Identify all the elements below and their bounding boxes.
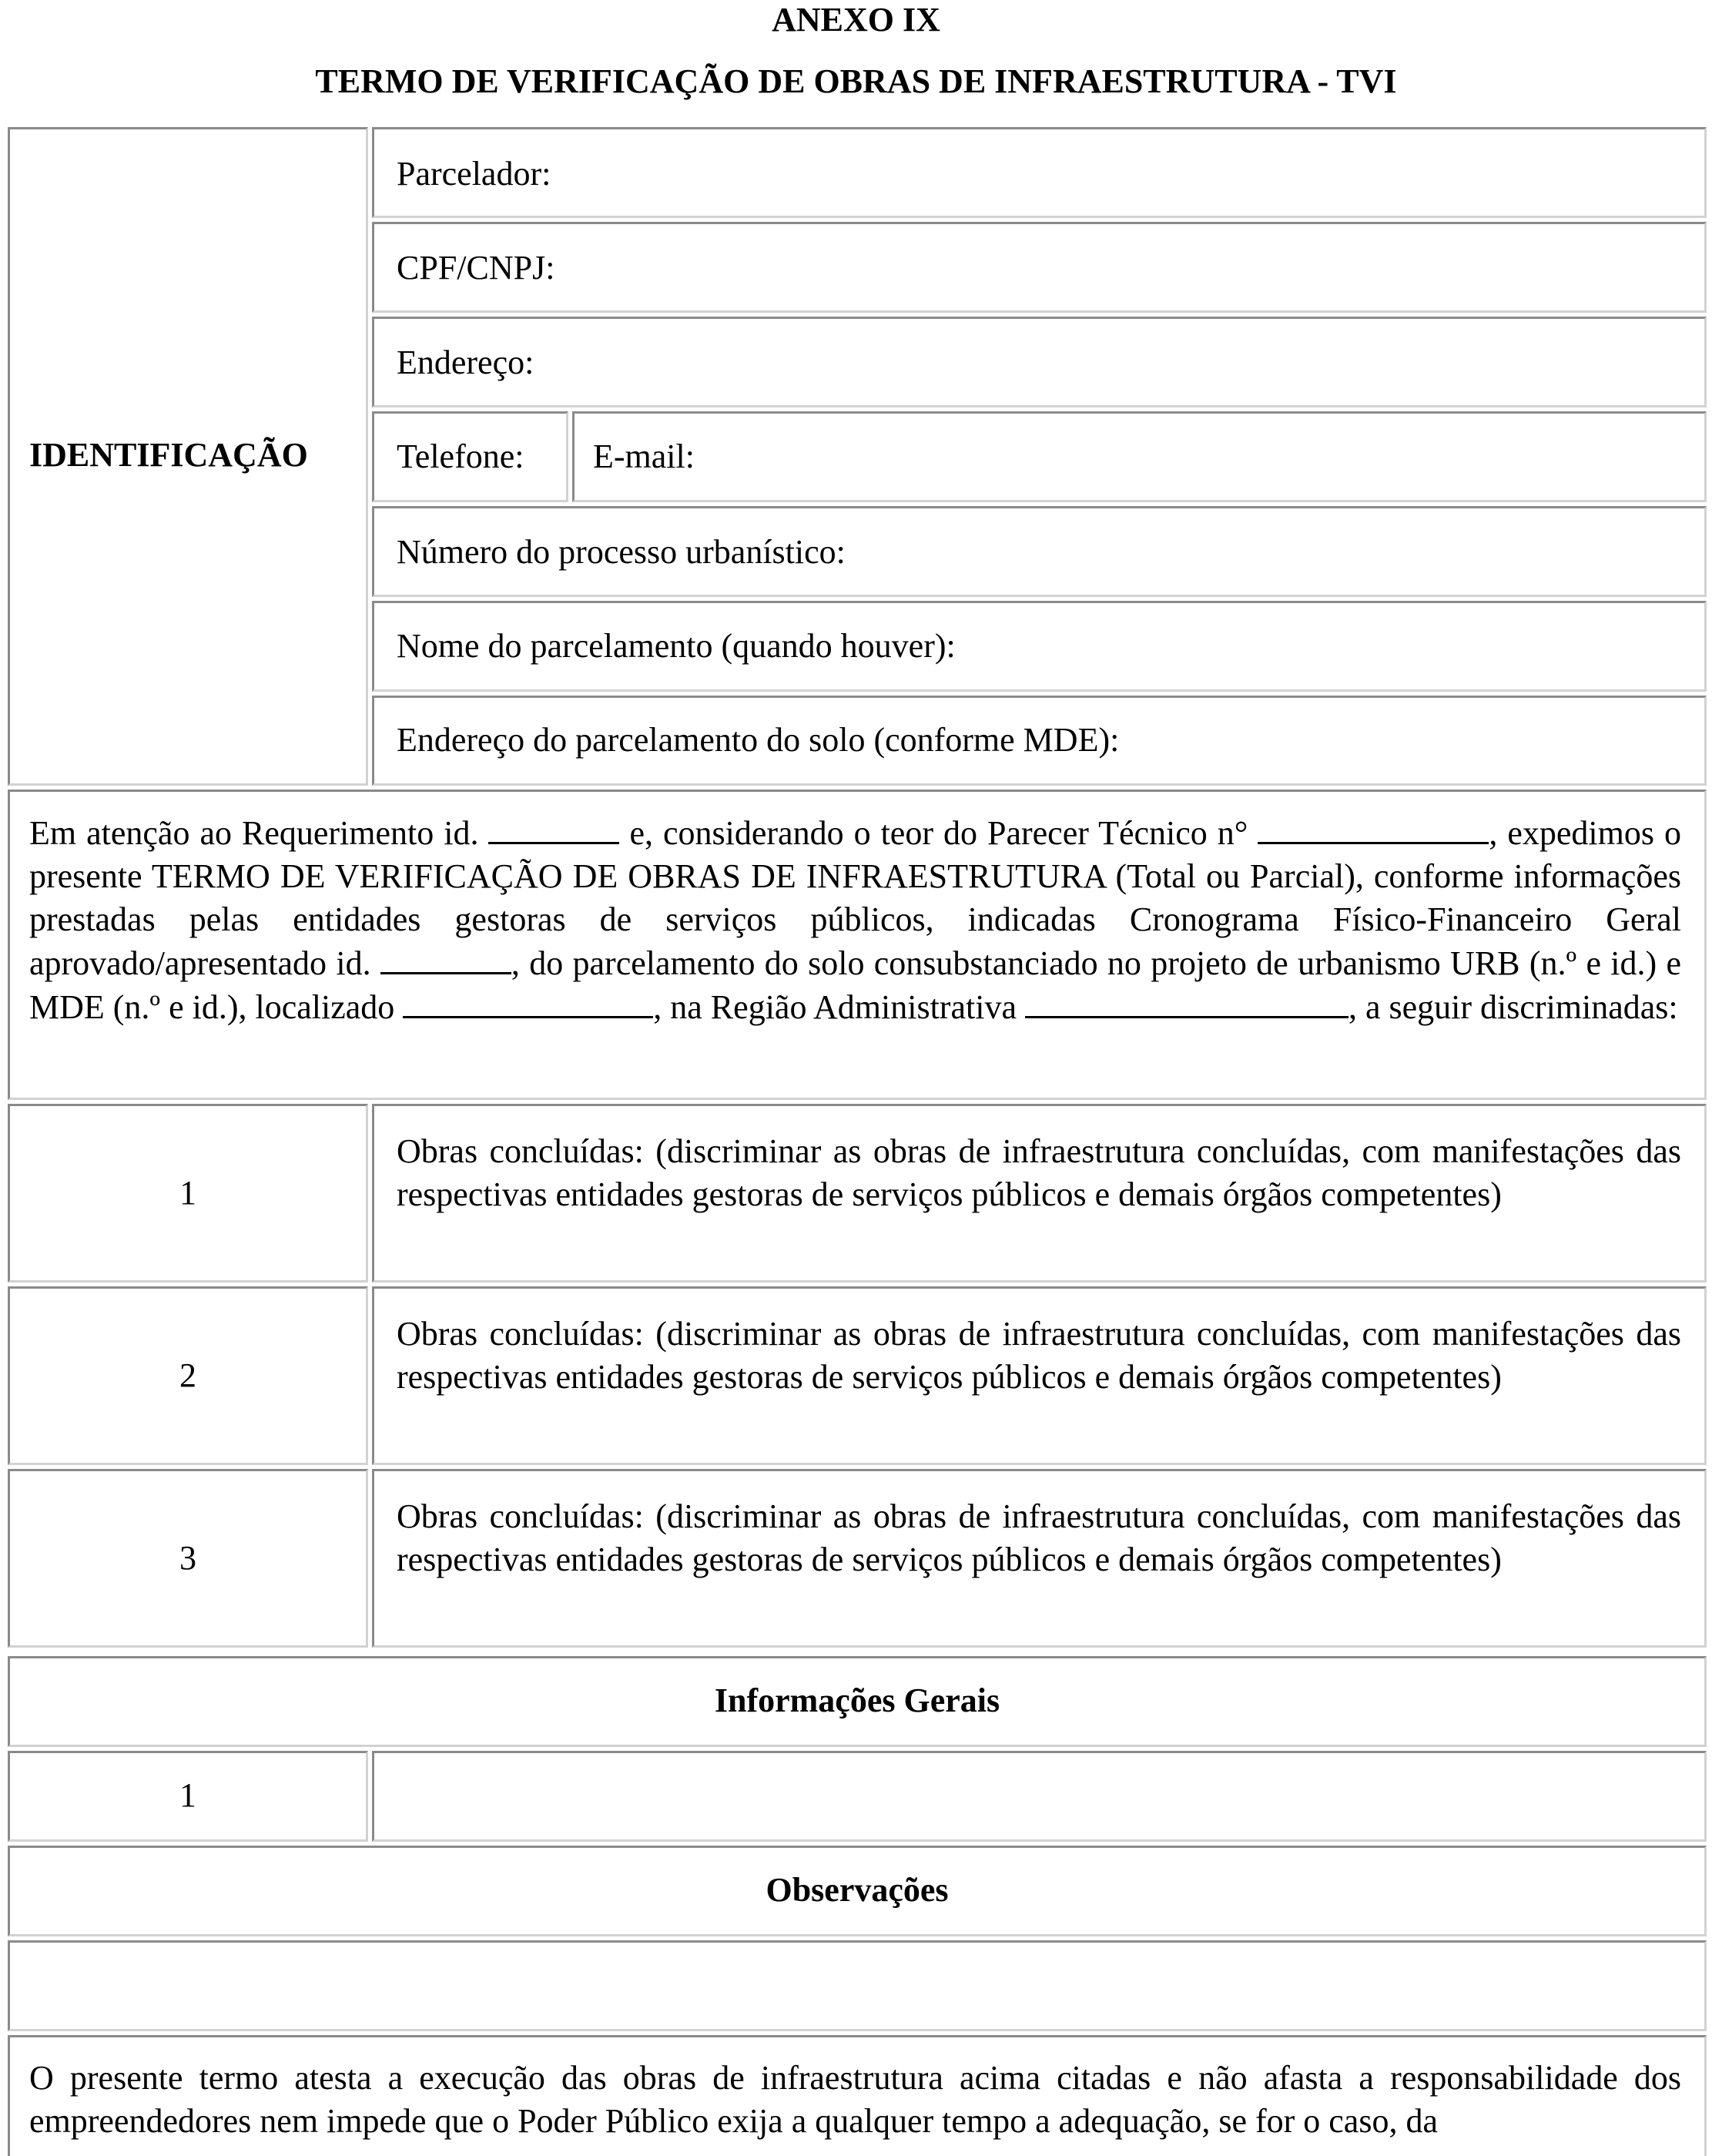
regiao-administrativa-blank[interactable]: [1025, 985, 1348, 1018]
cpf-cnpj-field[interactable]: [372, 222, 1707, 313]
document-title: TERMO DE VERIFICAÇÃO DE OBRAS DE INFRAESTRUTURA - TVI: [315, 62, 1397, 100]
general-info-text-cell[interactable]: [372, 1751, 1707, 1842]
cpf-cnpj-label: CPF/CNPJ:: [397, 249, 555, 287]
endereco-label: Endereço:: [397, 344, 534, 381]
general-info-heading: Informações Gerais: [714, 1682, 1000, 1719]
statement-part-2: e, considerando o teor do Parecer Técnico n°: [629, 814, 1248, 852]
nome-parcelamento-label: Nome do parcelamento (quando houver):: [397, 627, 956, 665]
cronograma-id-blank[interactable]: [380, 941, 511, 974]
statement-part-1: Em atenção ao Requerimento id.: [29, 814, 479, 852]
statement-part-4: expedimos o presente TERMO DE VERIFICAÇÃO DE OBRAS DE INFRAESTRUTURA (Total ou Parcial), conforme informações prestadas pelas entidades gestoras de serviços públicos, indicadas Cronograma Físico-Financeiro Geral aprovado/apresentado id.: [29, 814, 1682, 982]
telefone-label: Telefone:: [397, 438, 524, 475]
email-field[interactable]: [572, 411, 1707, 502]
parcelador-field[interactable]: [372, 127, 1707, 218]
identification-label: IDENTIFICAÇÃO: [29, 436, 308, 474]
general-info-number: 1: [179, 1776, 196, 1814]
work-description: Obras concluídas: (discriminar as obras de infraestrutura concluídas, com manifestações das respectivas entidades gestoras de serviços públicos e demais órgãos competentes): [397, 1132, 1681, 1213]
work-description: Obras concluídas: (discriminar as obras de infraestrutura concluídas, com manifestações das respectivas entidades gestoras de serviços públicos e demais órgãos competentes): [397, 1315, 1681, 1396]
work-number: 2: [179, 1356, 196, 1394]
work-description: Obras concluídas: (discriminar as obras de infraestrutura concluídas, com manifestações das respectivas entidades gestoras de serviços públicos e demais órgãos competentes): [397, 1497, 1681, 1578]
parecer-tecnico-blank[interactable]: [1258, 811, 1489, 844]
parcelador-label: Parcelador:: [397, 155, 551, 193]
endereco-parcelamento-label: Endereço do parcelamento do solo (conforme MDE):: [397, 721, 1120, 759]
annex-number: ANEXO IX: [772, 1, 940, 39]
localizado-blank[interactable]: [403, 985, 653, 1018]
observations-text-cell[interactable]: [8, 1940, 1707, 2031]
email-label: E-mail:: [593, 438, 695, 475]
closing-paragraph: O presente termo atesta a execução das obras de infraestrutura acima citadas e não afasta a responsabilidade dos empreendedores nem impede que o Poder Público exija a qualquer tempo a adequação, se for o caso, da: [29, 2059, 1681, 2140]
observations-heading: Observações: [766, 1871, 949, 1909]
statement-part-3: ,: [1489, 814, 1498, 852]
numero-processo-label: Número do processo urbanístico:: [397, 533, 846, 571]
work-number: 1: [179, 1174, 196, 1212]
statement-part-6: , na Região Administrativa: [653, 988, 1017, 1026]
requerimento-id-blank[interactable]: [488, 811, 619, 844]
statement-paragraph: [29, 811, 1681, 1029]
work-number: 3: [179, 1539, 196, 1577]
statement-part-5: , do parcelamento do solo consubstanciado no projeto de urbanismo URB (n.º e id.) e MDE (n.º e id.), localizado: [29, 944, 1682, 1026]
endereco-field[interactable]: [372, 317, 1707, 407]
statement-part-7: , a seguir discriminadas:: [1348, 988, 1678, 1026]
